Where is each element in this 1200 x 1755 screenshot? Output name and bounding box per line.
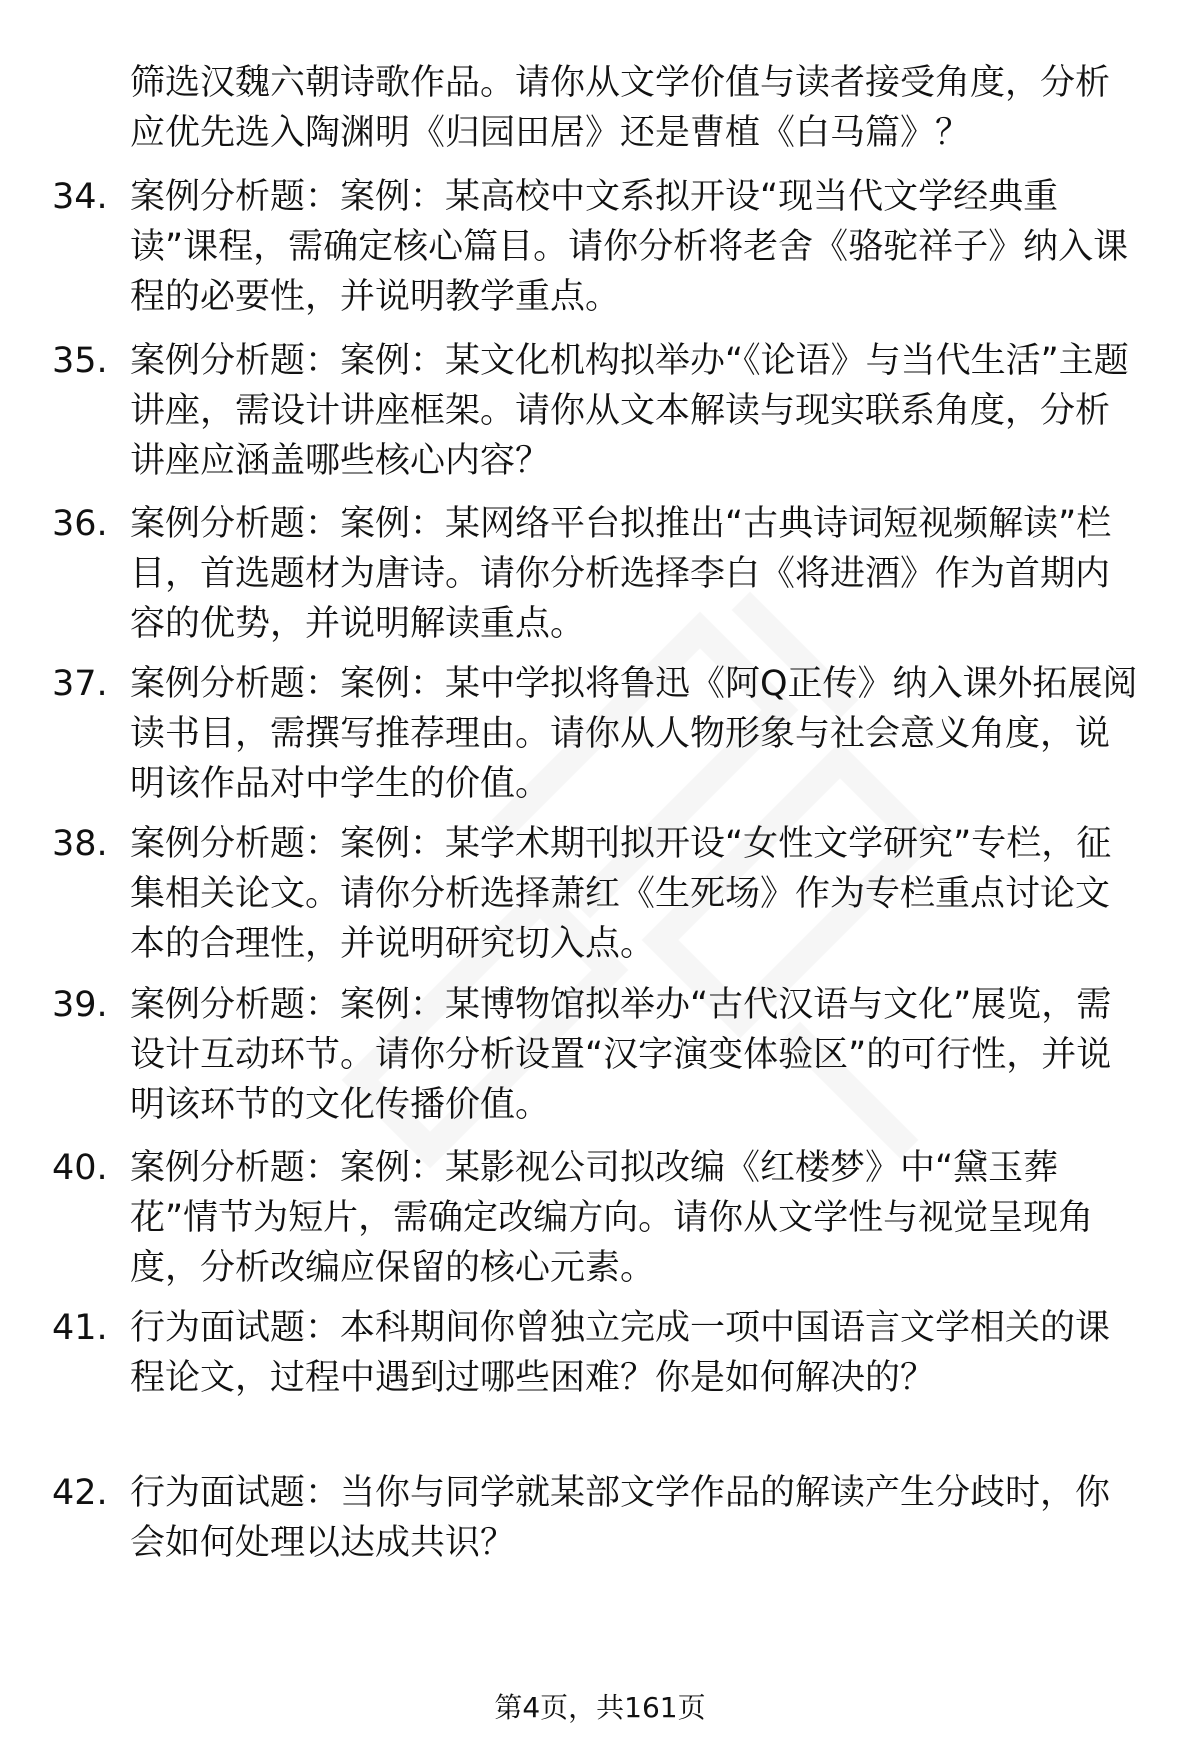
question-number: 36. xyxy=(52,504,108,544)
question-text: 案例分析题：案例：某文化机构拟举办“《论语》与当代生活”主题讲座，需设计讲座框架。请你从文本解读与现实联系角度，分析讲座应涵盖哪些核心内容？ xyxy=(130,341,1129,481)
question-number: 39. xyxy=(52,985,108,1025)
question-text: 案例分析题：案例：某网络平台拟推出“古典诗词短视频解读”栏目，首选题材为唐诗。请你分析选择李白《将进酒》作为首期内容的优势，并说明解读重点。 xyxy=(130,504,1112,644)
question-text: 案例分析题：案例：某影视公司拟改编《红楼梦》中“黛玉葬花”情节为短片，需确定改编方向。请你从文学性与视觉呈现角度，分析改编应保留的核心元素。 xyxy=(130,1148,1094,1288)
question-text: 案例分析题：案例：某博物馆拟举办“古代汉语与文化”展览，需设计互动环节。请你分析设置“汉字演变体验区”的可行性，并说明该环节的文化传播价值。 xyxy=(130,985,1112,1125)
question-number: 42. xyxy=(52,1473,108,1513)
question-number: 34. xyxy=(52,177,108,217)
question-text: 案例分析题：案例：某学术期刊拟开设“女性文学研究”专栏，征集相关论文。请你分析选择萧红《生死场》作为专栏重点讨论文本的合理性，并说明研究切入点。 xyxy=(130,824,1112,964)
page-footer: 第4页，共161页 xyxy=(494,1691,706,1724)
question-number: 37. xyxy=(52,664,108,704)
question-number: 38. xyxy=(52,824,108,864)
question-number: 40. xyxy=(52,1148,108,1188)
question-text: 案例分析题：案例：某中学拟将鲁迅《阿Q正传》纳入课外拓展阅读书目，需撰写推荐理由。请你从人物形象与社会意义角度，说明该作品对中学生的价值。 xyxy=(130,664,1138,804)
question-text: 行为面试题：本科期间你曾独立完成一项中国语言文学相关的课程论文，过程中遇到过哪些困难？你是如何解决的？ xyxy=(130,1308,1111,1398)
continuation-text: 筛选汉魏六朝诗歌作品。请你从文学价值与读者接受角度，分析应优先选入陶渊明《归园田居》还是曹植《白马篇》？ xyxy=(130,63,1111,153)
question-number: 41. xyxy=(52,1308,108,1348)
question-text: 行为面试题：当你与同学就某部文学作品的解读产生分歧时，你会如何处理以达成共识？ xyxy=(130,1473,1111,1563)
question-text: 案例分析题：案例：某高校中文系拟开设“现当代文学经典重读”课程，需确定核心篇目。请你分析将老舍《骆驼祥子》纳入课程的必要性，并说明教学重点。 xyxy=(130,177,1129,317)
question-number: 35. xyxy=(52,341,108,381)
